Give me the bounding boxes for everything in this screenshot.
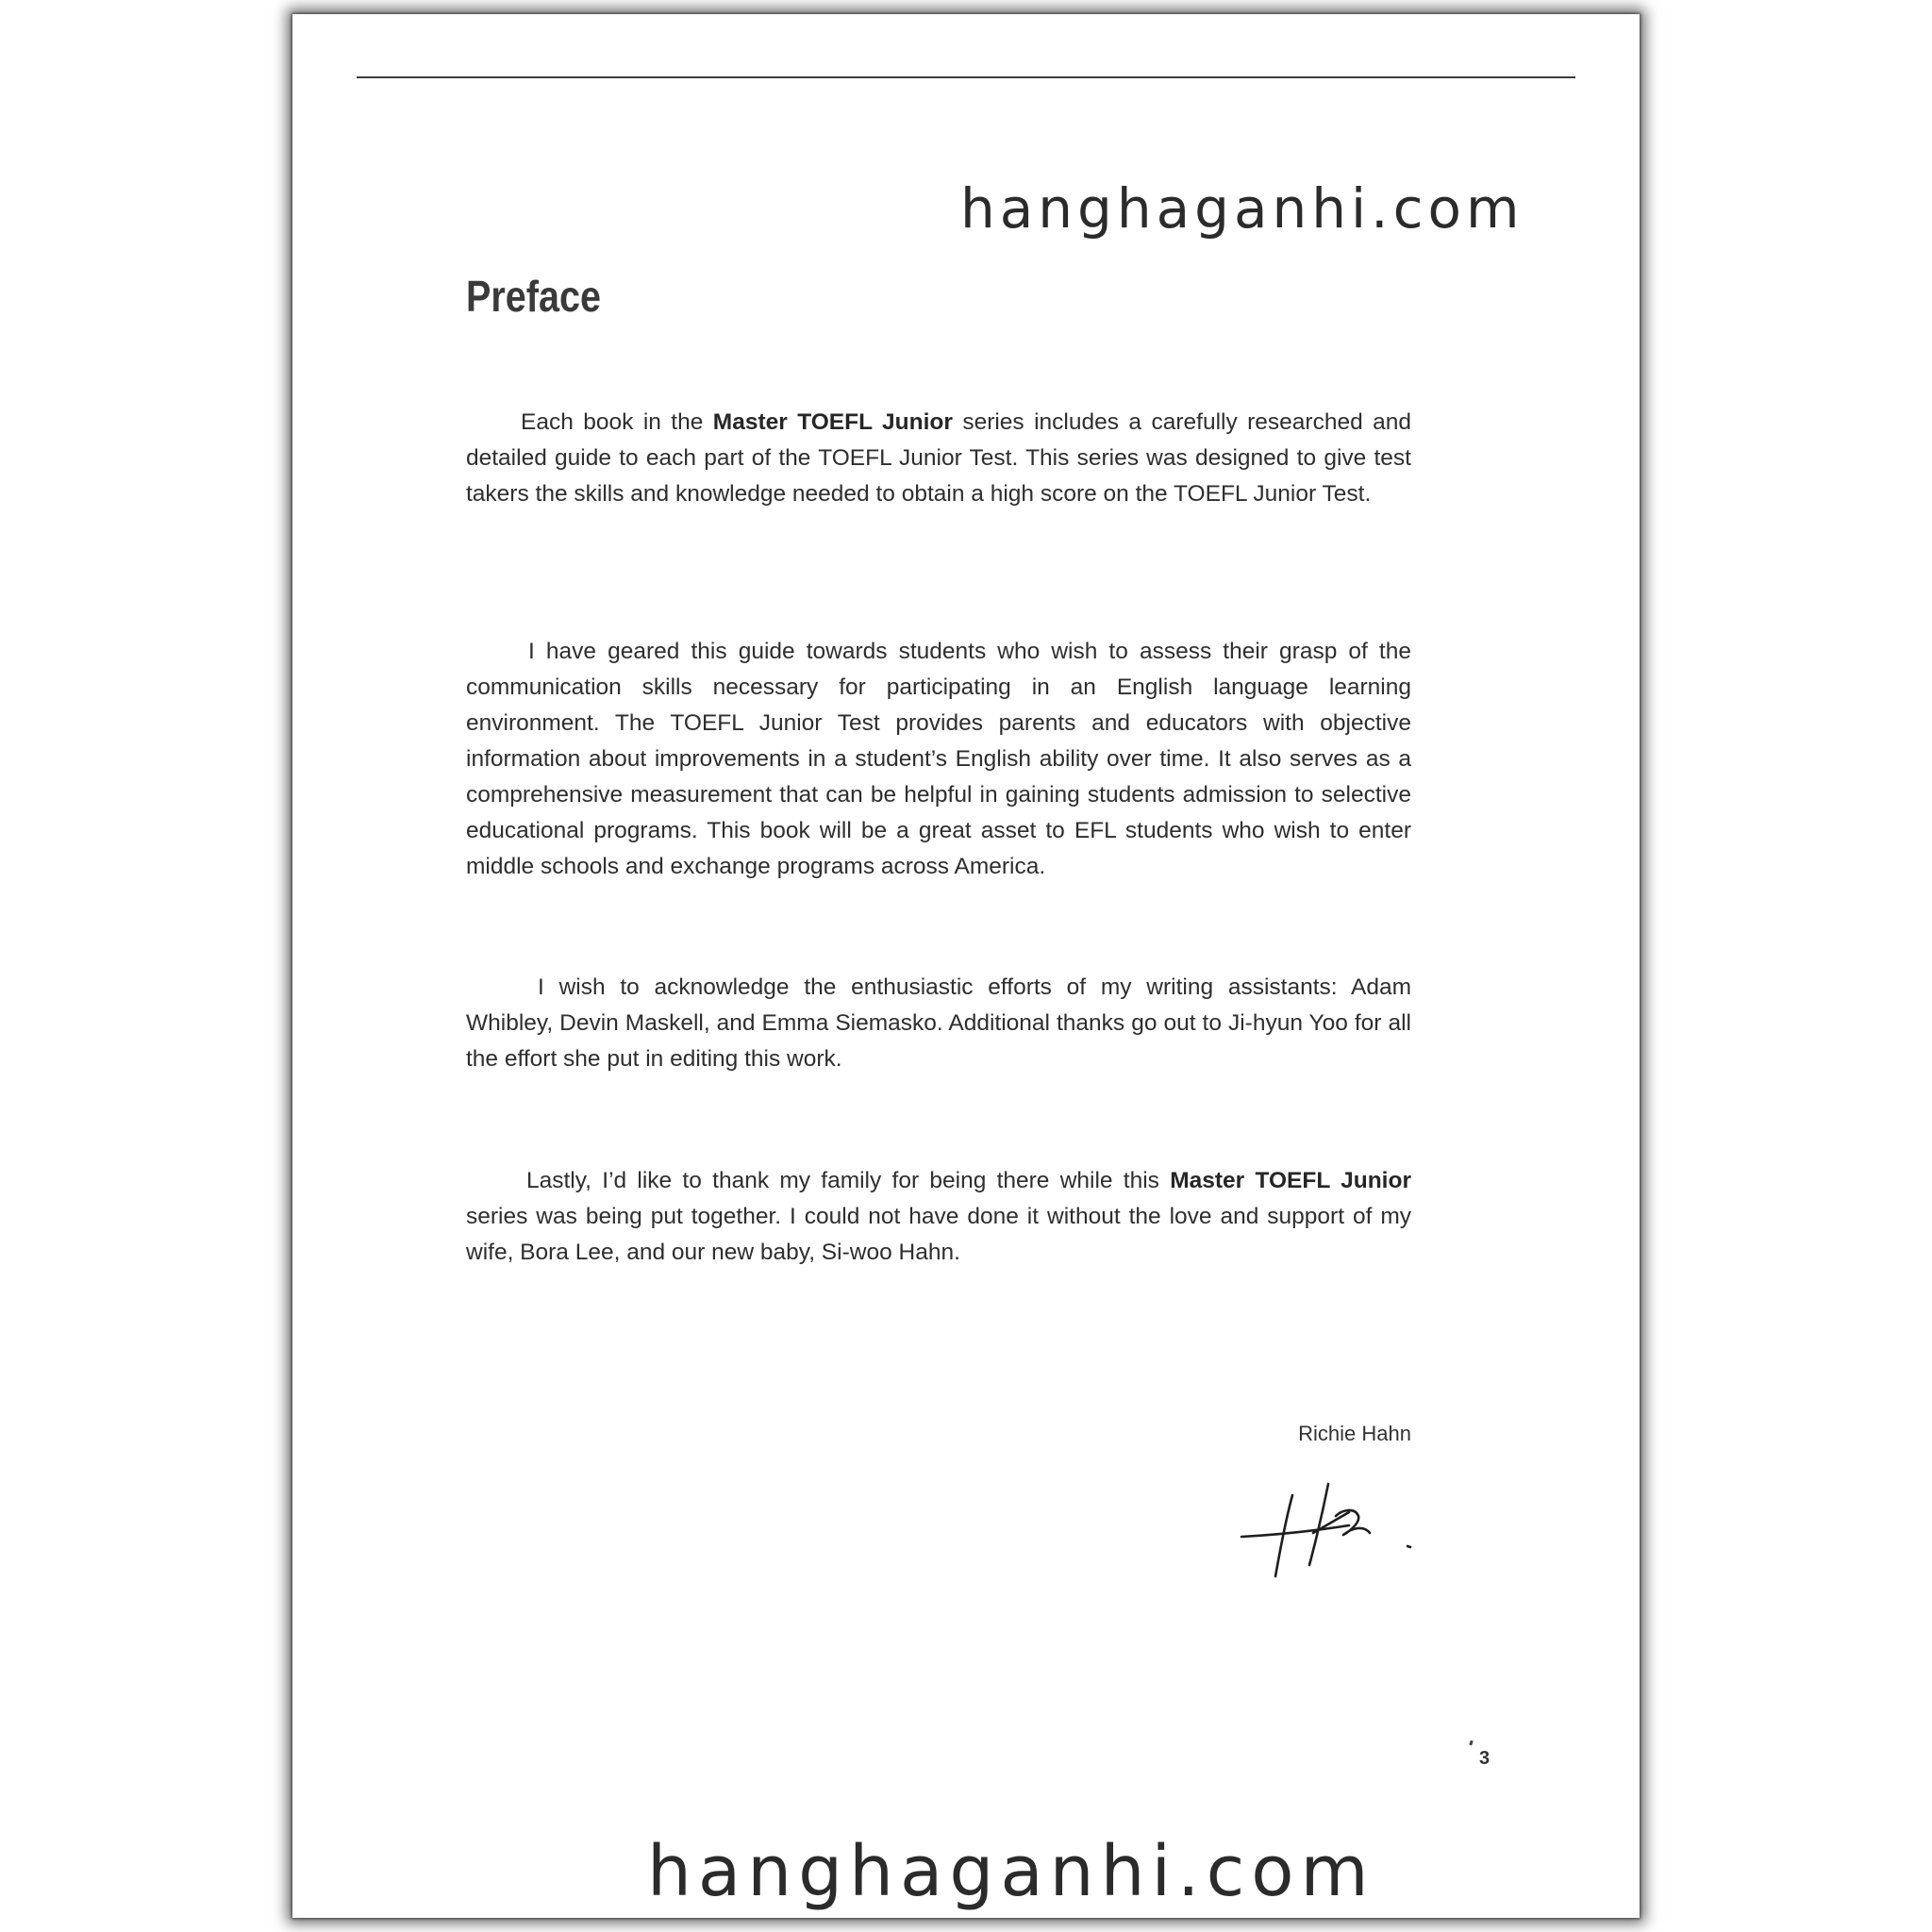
paragraph-text: series includes a carefully researched and detailed guide to each part of the TOEFL Junior Test. This series was designed to give test takers the skills and knowledge needed to obtain a high score on the TOEFL Junior Test. [466, 409, 1411, 507]
author-name: Richie Hahn [1298, 1422, 1411, 1445]
watermark-top: hanghaganhi.com [960, 176, 1524, 241]
paragraph-text: Lastly, I’d like to thank my family for being there while this [526, 1168, 1171, 1193]
watermark-bottom: hanghaganhi.com [647, 1831, 1375, 1912]
paragraph-text: series was being put together. I could not have done it without the love and support of my wife, Bora Lee, and our new baby, Si-woo Hahn. [466, 1204, 1411, 1265]
scan-speck [1469, 1740, 1474, 1746]
paragraph-text: Each book in the [521, 409, 713, 435]
book-page [292, 14, 1640, 1918]
handwritten-signature [1238, 1478, 1417, 1580]
paragraph-acknowledgements: I wish to acknowledge the enthusiastic efforts of my writing assistants: Adam Whibley, Devin Maskell, and Emma Siemasko. Additional thanks go out to Ji-hyun Yoo for all the effort she put in editing this work. [466, 974, 1411, 1072]
paragraph-intro [466, 405, 1411, 512]
series-name: Master TOEFL Junior [712, 409, 953, 435]
top-rule-divider [357, 76, 1575, 78]
page-number: 3 [1479, 1748, 1491, 1769]
page-title: Preface [466, 272, 601, 321]
paragraph-purpose: I have geared this guide towards students who wish to assess their grasp of the communication skills necessary for participating in an English language learning environment. The TOEFL Junior Test provides parents and educators with objective information about improvements in a student’s English ability over time. It also serves as a comprehensive measurement that can be helpful in gaining students admission to selective educational programs. This book will be a great asset to EFL students who wish to enter middle schools and exchange programs across America. [466, 639, 1411, 879]
paragraph-family-thanks [466, 1163, 1411, 1271]
series-name: Master TOEFL Junior [1170, 1168, 1411, 1193]
